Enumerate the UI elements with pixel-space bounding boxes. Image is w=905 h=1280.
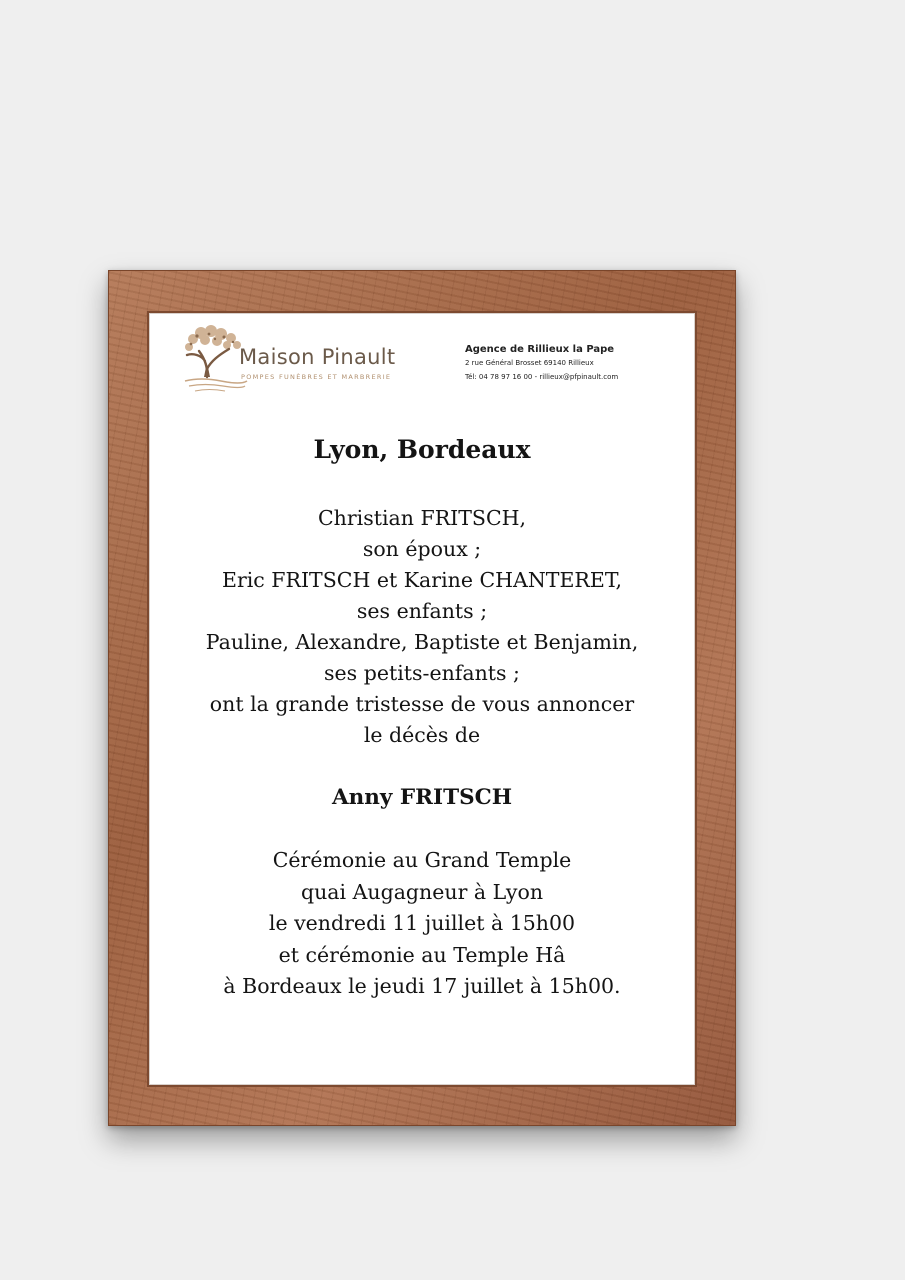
family-line: ses enfants ; <box>356 599 488 623</box>
family-line: Christian FRITSCH, <box>317 506 527 530</box>
logo-name: Maison Pinault <box>239 345 396 369</box>
family-block <box>149 503 695 751</box>
family-line: son époux ; <box>362 537 482 561</box>
agency-name: Agence de Rillieux la Pape <box>465 344 615 355</box>
family-line: ses petits-enfants ; <box>324 661 520 685</box>
family-line: ont la grande tristesse de vous annoncer <box>209 692 635 716</box>
picture-frame <box>108 270 736 1126</box>
family-line: Pauline, Alexandre, Baptiste et Benjamin, <box>205 630 639 654</box>
ceremony-line: Cérémonie au Grand Temple <box>272 848 572 872</box>
ceremony-line: quai Augagneur à Lyon <box>300 879 544 904</box>
logo-tagline: POMPES FUNÈBRES ET MARBRERIE <box>241 373 392 381</box>
family-line: Eric FRITSCH et Karine CHANTERET, <box>221 568 623 592</box>
company-logo <box>181 325 431 399</box>
deceased-name: Anny FRITSCH <box>331 785 513 810</box>
ceremony-line: le vendredi 11 juillet à 15h00 <box>268 911 576 935</box>
agency-address: 2 rue Général Brosset 69140 Rillieux <box>465 359 594 367</box>
ceremony-block <box>149 845 695 1003</box>
notice-body <box>149 433 695 1003</box>
notice-title: Lyon, Bordeaux <box>313 435 531 464</box>
agency-contact: Tél: 04 78 97 16 00 - rillieux@pfpinault.com <box>465 373 619 381</box>
agency-block <box>465 343 685 384</box>
ceremony-line: et cérémonie au Temple Hâ <box>278 942 566 967</box>
family-line: le décès de <box>363 723 481 747</box>
ceremony-line: à Bordeaux le jeudi 17 juillet à 15h00. <box>223 974 621 998</box>
obituary-sheet <box>149 313 695 1085</box>
